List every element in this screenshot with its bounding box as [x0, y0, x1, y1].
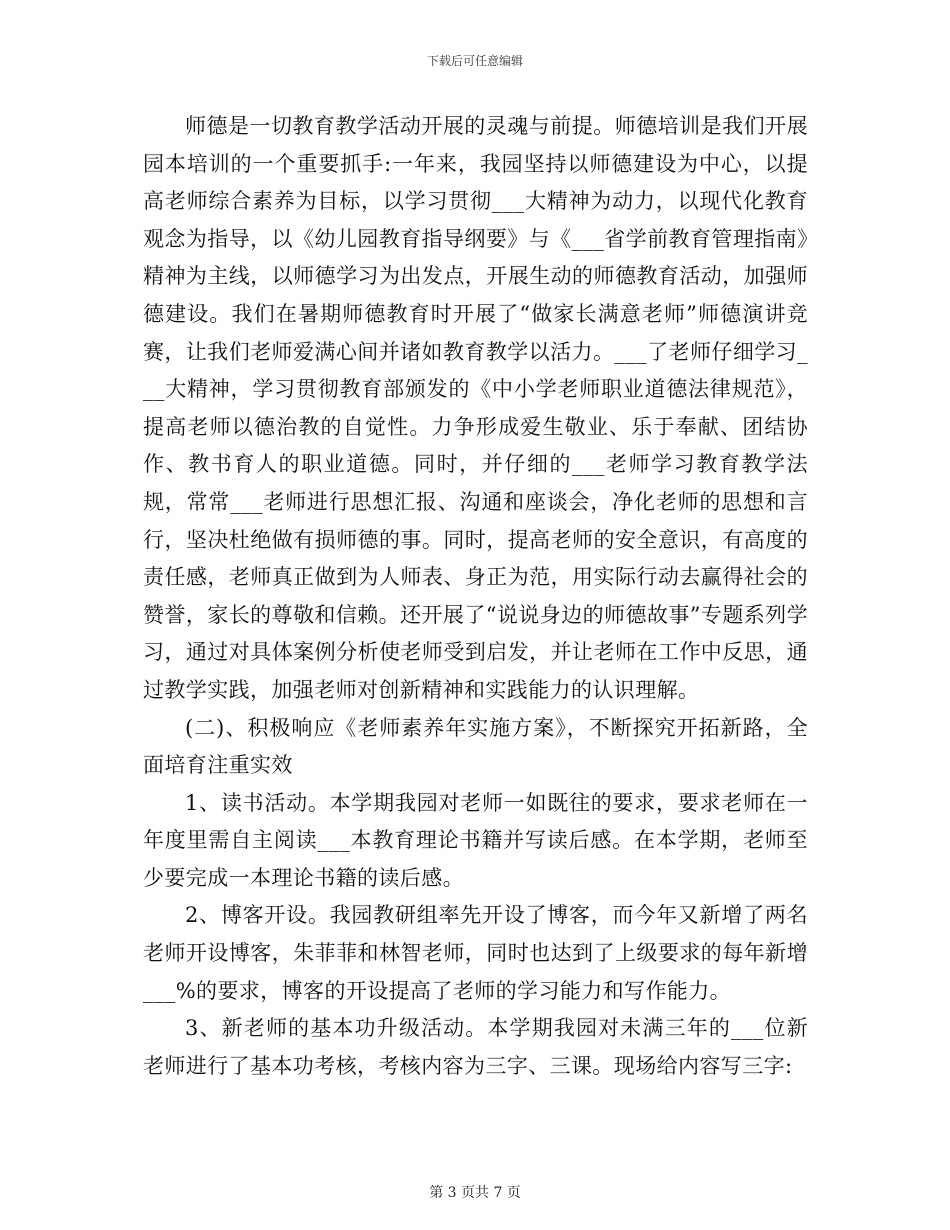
paragraph-blog-setup: 2、博客开设。我园教研组率先开设了博客，而今年又新增了两名老师开设博客，朱菲菲和林智老师，同时也达到了上级要求的每年新增___%的要求，博客的开设提高了老师的学习能力和写作能力。	[143, 903, 808, 1003]
section-heading-2: (二)、积极响应《老师素养年实施方案》，不断探究开拓新路，全面培育注重实效	[143, 715, 808, 778]
page-number: 第 3 页共 7 页	[429, 1185, 521, 1201]
paragraph-reading-activity: 1、读书活动。本学期我园对老师一如既往的要求，要求老师在一年度里需自主阅读___本教育理论书籍并写读后感。在本学期，老师至少要完成一本理论书籍的读后感。	[143, 790, 808, 890]
paragraph-new-teacher-skills: 3、新老师的基本功升级活动。本学期我园对未满三年的___位新老师进行了基本功考核，考核内容为三字、三课。现场给内容写三字:	[143, 1016, 808, 1078]
document-body	[143, 108, 808, 1085]
page-header-note: 下载后可任意编辑	[426, 54, 523, 68]
paragraph-teacher-ethics: 师德是一切教育教学活动开展的灵魂与前提。师德培训是我们开展园本培训的一个重要抓手:一年来，我园坚持以师德建设为中心，以提高老师综合素养为目标，以学习贯彻___大精神为动力，以现代化教育观念为指导，以《幼儿园教育指导纲要》与《___省学前教育管理指南》精神为主线，以师德学习为出发点，开展生动的师德教育活动，加强师德建设。我们在暑期师德教育时开展了“做家长满意老师”师德演讲竞赛，让我们老师爱满心间并诸如教育教学以活力。___了老师仔细学习___大精神，学习贯彻教育部颁发的《中小学老师职业道德法律规范》，提高老师以德治教的自觉性。力争形成爱生敬业、乐于奉献、团结协作、教书育人的职业道德。同时，并仔细的___老师学习教育教学法规，常常___老师进行思想汇报、沟通和座谈会，净化老师的思想和言行，坚决杜绝做有损师德的事。同时，提高老师的安全意识，有高度的责任感，老师真正做到为人师表、身正为范，用实际行动去赢得社会的赞誉，家长的尊敬和信赖。还开展了“说说身边的师德故事”专题系列学习，通过对具体案例分析使老师受到启发，并让老师在工作中反思，通过教学实践，加强老师对创新精神和实践能力的认识理解。	[143, 114, 808, 702]
